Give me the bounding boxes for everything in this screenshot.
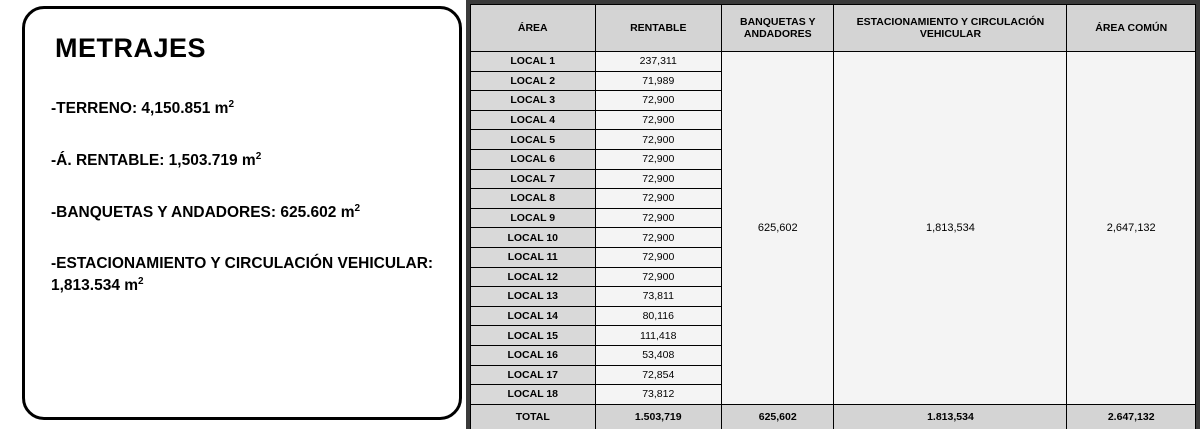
metrajes-table — [470, 4, 1196, 429]
list-item — [51, 98, 441, 120]
cell-local: LOCAL 12 — [471, 267, 596, 287]
column-header-banquetas: BANQUETAS Y ANDADORES — [722, 5, 834, 52]
column-header-area: ÁREA — [471, 5, 596, 52]
superscript: 2 — [138, 276, 144, 288]
table-body — [471, 52, 1196, 405]
cell-total-banquetas: 625,602 — [722, 404, 834, 429]
cell-rentable: 72,900 — [595, 189, 722, 209]
cell-estacionamiento-merged: 1,813,534 — [834, 52, 1067, 405]
table-total-row — [471, 404, 1196, 429]
cell-rentable: 80,116 — [595, 306, 722, 326]
metrajes-table-frame — [466, 0, 1200, 429]
cell-rentable: 72,900 — [595, 247, 722, 267]
table-row — [471, 52, 1196, 72]
cell-local: LOCAL 10 — [471, 228, 596, 248]
cell-total-area-comun: 2.647,132 — [1067, 404, 1196, 429]
metraje-estacionamiento-text: -ESTACIONAMIENTO Y CIRCULACIÓN VEHICULAR: 1,813.534 m — [51, 255, 434, 295]
column-header-estacionamiento: ESTACIONAMIENTO Y CIRCULACIÓN VEHICULAR — [834, 5, 1067, 52]
cell-local: LOCAL 15 — [471, 326, 596, 346]
column-header-rentable: RENTABLE — [595, 5, 722, 52]
cell-local: LOCAL 11 — [471, 247, 596, 267]
superscript: 2 — [228, 99, 235, 110]
cell-local: LOCAL 16 — [471, 345, 596, 365]
metrajes-list — [51, 98, 441, 297]
cell-rentable: 73,812 — [595, 385, 722, 405]
cell-rentable: 72,900 — [595, 91, 722, 111]
metraje-banquetas-text: -BANQUETAS Y ANDADORES: 625.602 m — [51, 204, 355, 222]
cell-local: LOCAL 14 — [471, 306, 596, 326]
cell-rentable: 72,854 — [595, 365, 722, 385]
superscript: 2 — [255, 151, 262, 163]
page-title: METRAJES — [55, 33, 207, 63]
cell-local: LOCAL 3 — [471, 91, 596, 111]
cell-rentable: 237,311 — [595, 52, 722, 72]
list-item — [51, 150, 441, 172]
cell-local: LOCAL 4 — [471, 110, 596, 130]
metraje-terreno-text: -TERRENO: 4,150.851 m — [51, 100, 229, 118]
cell-total-estacionamiento: 1.813,534 — [834, 404, 1067, 429]
list-item — [51, 254, 441, 297]
cell-rentable: 72,900 — [595, 110, 722, 130]
superscript: 2 — [354, 203, 361, 215]
cell-rentable: 111,418 — [595, 326, 722, 346]
cell-banquetas-merged: 625,602 — [722, 52, 834, 405]
cell-local: LOCAL 5 — [471, 130, 596, 150]
cell-area-comun-merged: 2,647,132 — [1067, 52, 1196, 405]
cell-rentable: 71,989 — [595, 71, 722, 91]
cell-rentable: 72,900 — [595, 130, 722, 150]
metraje-rentable-text: -Á. RENTABLE: 1,503.719 m — [51, 152, 256, 170]
table-footer — [471, 404, 1196, 429]
cell-local: LOCAL 2 — [471, 71, 596, 91]
column-header-area-comun: ÁREA COMÚN — [1067, 5, 1196, 52]
cell-rentable: 72,900 — [595, 208, 722, 228]
cell-local: LOCAL 7 — [471, 169, 596, 189]
cell-rentable: 72,900 — [595, 149, 722, 169]
cell-local: LOCAL 17 — [471, 365, 596, 385]
cell-local: LOCAL 6 — [471, 149, 596, 169]
table-header-row — [471, 5, 1196, 52]
list-item — [51, 202, 441, 224]
cell-local: LOCAL 9 — [471, 208, 596, 228]
cell-rentable: 72,900 — [595, 267, 722, 287]
cell-local: LOCAL 18 — [471, 385, 596, 405]
cell-rentable: 72,900 — [595, 228, 722, 248]
cell-local: LOCAL 1 — [471, 52, 596, 72]
cell-total-label: TOTAL — [471, 404, 596, 429]
cell-local: LOCAL 13 — [471, 287, 596, 307]
cell-rentable: 53,408 — [595, 345, 722, 365]
metrajes-summary-panel — [22, 6, 462, 420]
cell-rentable: 72,900 — [595, 169, 722, 189]
cell-total-rentable: 1.503,719 — [595, 404, 722, 429]
table-header — [471, 5, 1196, 52]
cell-local: LOCAL 8 — [471, 189, 596, 209]
cell-rentable: 73,811 — [595, 287, 722, 307]
